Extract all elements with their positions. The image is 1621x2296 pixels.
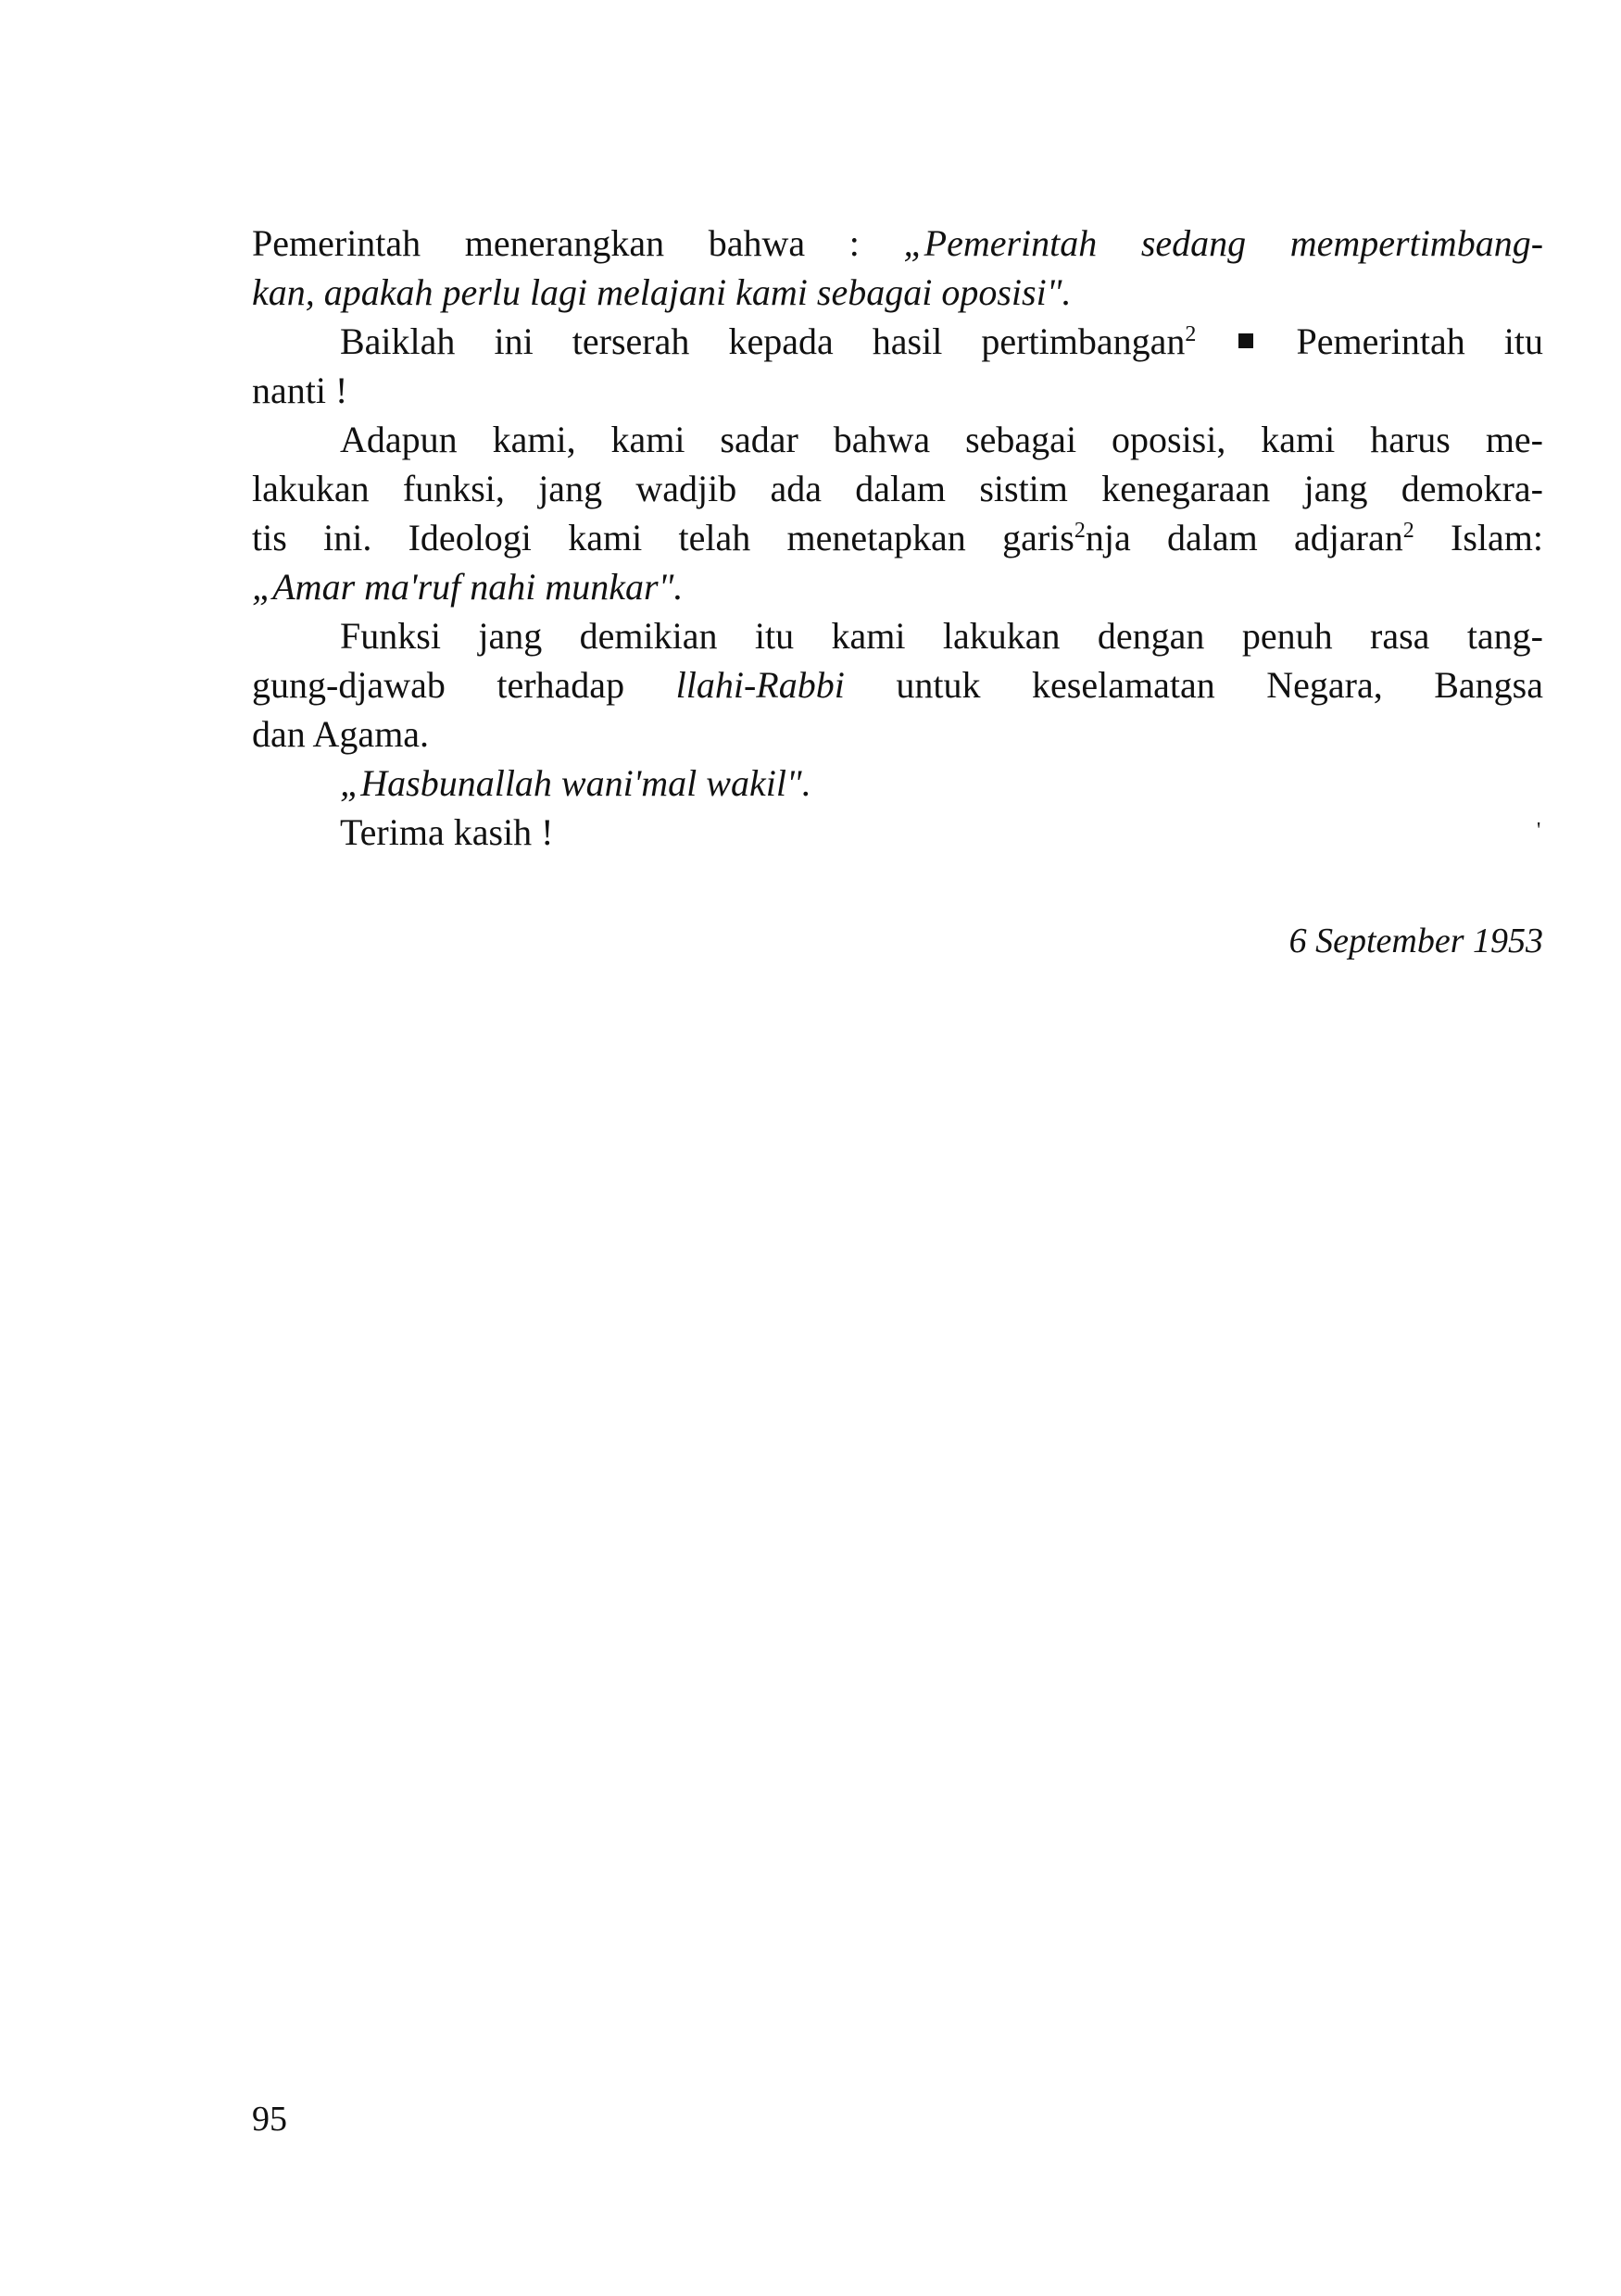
paragraph-line: dan Agama. <box>252 713 430 755</box>
text-run: tis ini. Ideologi kami telah menetapkan garis <box>252 517 1074 558</box>
square-bullet-icon <box>1238 333 1253 348</box>
date: 6 September 1953 <box>1288 922 1543 960</box>
paragraph-line: lakukan funksi, jang wadjib ada dalam sistim kenegaraan jang demokra- <box>252 468 1543 509</box>
text-run: gung-djawab terhadap <box>252 664 676 706</box>
paragraph-line: Adapun kami, kami sadar bahwa sebagai oposisi, kami harus me- <box>340 419 1543 460</box>
italic-quote: kan, apakah perlu lagi melajani kami sebagai oposisi". <box>252 271 1072 313</box>
body-text <box>252 219 1543 857</box>
paragraph-5 <box>252 759 1543 808</box>
paragraph-line <box>252 219 1543 268</box>
text-run: Islam: <box>1414 517 1544 558</box>
text-run: Pemerintah itu <box>1296 320 1544 362</box>
text-run: Pemerintah menerangkan bahwa : <box>252 222 904 264</box>
text-run: nanti ! <box>252 370 348 411</box>
stray-mark: ' <box>1537 819 1541 843</box>
paragraph-4 <box>252 611 1543 759</box>
italic-quote: „Amar ma'ruf nahi munkar". <box>252 566 684 608</box>
superscript: 2 <box>1074 519 1086 543</box>
paragraph-line <box>252 759 1543 808</box>
page-number: 95 <box>252 2100 287 2139</box>
paragraph-3 <box>252 415 1543 611</box>
paragraph-2 <box>252 317 1543 415</box>
text-run: Baiklah ini terserah kepada hasil pertimbangan <box>340 320 1186 362</box>
text-run: untuk keselamatan Negara, Bangsa <box>844 664 1543 706</box>
italic-quote: „Pemerintah sedang mempertimbang- <box>903 222 1544 264</box>
paragraph-line <box>252 366 1543 415</box>
closing-line: Terima kasih ! <box>340 811 554 853</box>
superscript: 2 <box>1185 322 1197 346</box>
italic-term: llahi-Rabbi <box>675 664 845 706</box>
paragraph-line <box>252 660 1543 709</box>
paragraph-line: Funksi jang demikian itu kami lakukan dengan penuh rasa tang- <box>340 615 1543 657</box>
text-run: nja dalam adjaran <box>1085 517 1403 558</box>
italic-quote: „Hasbunallah wani'mal wakil". <box>340 762 811 804</box>
paragraph-line <box>252 513 1543 562</box>
paragraph-line <box>252 317 1543 366</box>
paragraph-line <box>252 562 1543 611</box>
paragraph-1 <box>252 219 1543 317</box>
paragraph-line <box>252 268 1543 317</box>
superscript: 2 <box>1402 519 1414 543</box>
paragraph-6 <box>252 808 1543 857</box>
